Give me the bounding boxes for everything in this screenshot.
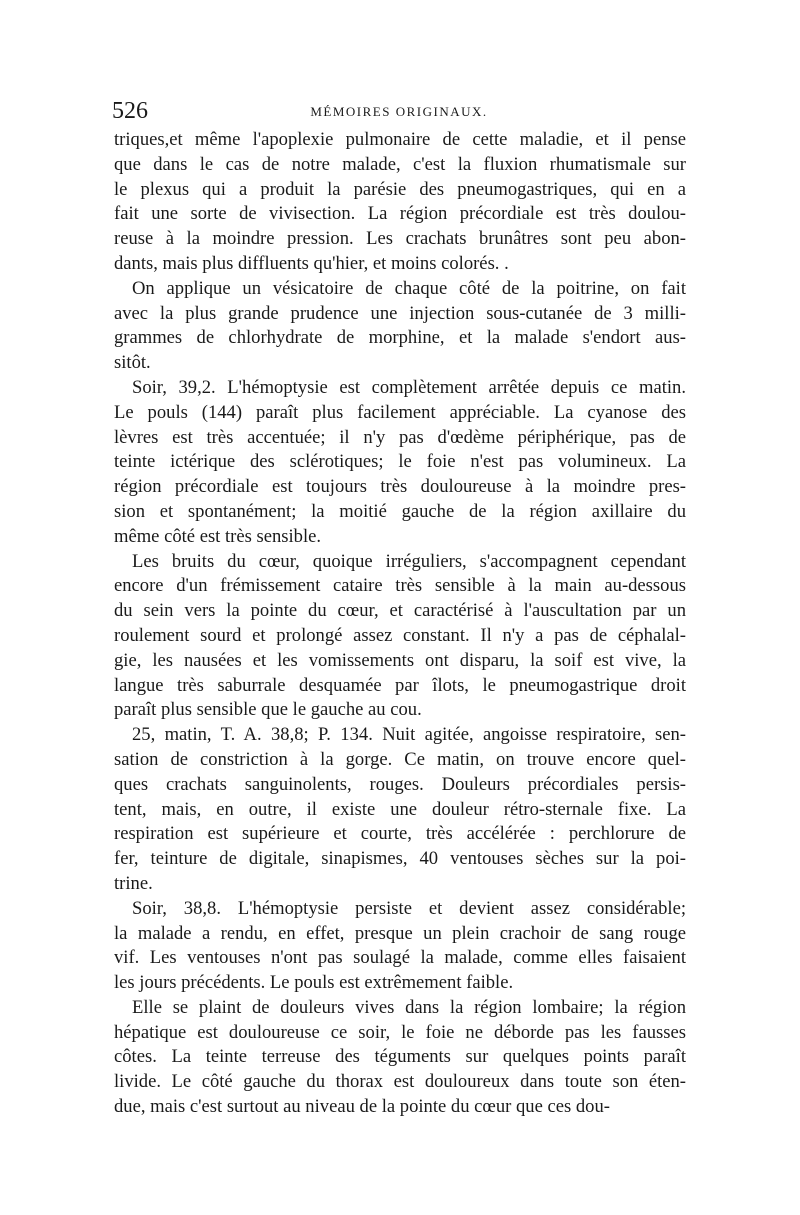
running-head: MÉMOIRES ORIGINAUX. bbox=[310, 104, 488, 119]
text-line: région précordiale est toujours très douloureuse à la moindre pres- bbox=[114, 476, 686, 498]
text-line: 25, matin, T. A. 38,8; P. 134. Nuit agitée, angoisse respiratoire, sen- bbox=[132, 724, 686, 746]
text-line: côtes. La teinte terreuse des téguments sur quelques points paraît bbox=[114, 1046, 686, 1068]
text-line: les jours précédents. Le pouls est extrêmement faible. bbox=[114, 972, 514, 994]
text-line: reuse à la moindre pression. Les crachats brunâtres sont peu abon- bbox=[114, 228, 686, 250]
text-line: sation de constriction à la gorge. Ce matin, on trouve encore quel- bbox=[114, 748, 686, 770]
text-line: due, mais c'est surtout au niveau de la pointe du cœur que ces dou- bbox=[114, 1096, 610, 1118]
paragraph bbox=[114, 128, 686, 277]
text-line: hépatique est douloureuse ce soir, le foie ne déborde pas les fausses bbox=[114, 1021, 686, 1043]
body-text bbox=[114, 128, 686, 1120]
text-line: Soir, 38,8. L'hémoptysie persiste et devient assez considérable; bbox=[132, 897, 686, 919]
text-line: du sein vers la pointe du cœur, et caractérisé à l'auscultation par un bbox=[114, 600, 686, 622]
text-line: fait une sorte de vivisection. La région précordiale est très doulou- bbox=[114, 203, 686, 225]
paragraph bbox=[114, 277, 686, 376]
text-line: grammes de chlorhydrate de morphine, et la malade s'endort aus- bbox=[114, 327, 686, 349]
text-line: sitôt. bbox=[114, 352, 151, 374]
text-line: respiration est supérieure et courte, très accélérée : perchlorure de bbox=[114, 823, 686, 845]
text-line: triques,et même l'apoplexie pulmonaire de cette maladie, et il pense bbox=[114, 129, 686, 150]
text-line: paraît plus sensible que le gauche au cou. bbox=[114, 699, 422, 721]
text-line: fer, teinture de digitale, sinapismes, 40 ventouses sèches sur la poi- bbox=[114, 848, 686, 870]
paragraph bbox=[114, 996, 686, 1120]
text-line: sion et spontanément; la moitié gauche de la région axillaire du bbox=[114, 500, 686, 522]
text-line: le plexus qui a produit la parésie des pneumogastriques, qui en a bbox=[114, 178, 686, 200]
text-line: ques crachats sanguinolents, rouges. Douleurs précordiales persis- bbox=[114, 773, 686, 795]
text-line: roulement sourd et prolongé assez constant. Il n'y a pas de céphalal- bbox=[114, 624, 686, 646]
text-line: tent, mais, en outre, il existe une douleur rétro-sternale fixe. La bbox=[114, 798, 686, 820]
paragraph bbox=[114, 376, 686, 550]
text-line: avec la plus grande prudence une injection sous-cutanée de 3 milli- bbox=[114, 302, 686, 324]
text-line: la malade a rendu, en effet, presque un plein crachoir de sang rouge bbox=[114, 922, 686, 944]
text-line: Les bruits du cœur, quoique irréguliers, s'accompagnent cependant bbox=[132, 550, 686, 572]
text-line: lèvres est très accentuée; il n'y pas d'œdème périphérique, pas de bbox=[114, 426, 686, 448]
paragraph bbox=[114, 550, 686, 724]
text-line: Le pouls (144) paraît plus facilement appréciable. La cyanose des bbox=[114, 401, 686, 423]
text-line: vif. Les ventouses n'ont pas soulagé la malade, comme elles faisaient bbox=[114, 947, 686, 969]
paragraph bbox=[114, 897, 686, 996]
page-number: 526 bbox=[112, 98, 148, 124]
text-line: On applique un vésicatoire de chaque côté de la poitrine, on fait bbox=[132, 277, 686, 299]
text-line: que dans le cas de notre malade, c'est la fluxion rhumatismale sur bbox=[114, 153, 686, 175]
text-line: encore d'un frémissement cataire très sensible à la main au-dessous bbox=[114, 575, 686, 597]
paragraph bbox=[114, 723, 686, 897]
text-line: teinte ictérique des sclérotiques; le foie n'est pas volumineux. La bbox=[114, 451, 686, 473]
page-header bbox=[112, 96, 686, 130]
text-line: gie, les nausées et les vomissements ont disparu, la soif est vive, la bbox=[114, 649, 686, 671]
text-line: langue très saburrale desquamée par îlots, le pneumogastrique droit bbox=[114, 674, 686, 696]
text-line: même côté est très sensible. bbox=[114, 525, 322, 547]
text-line: dants, mais plus diffluents qu'hier, et moins colorés. . bbox=[114, 252, 509, 274]
text-line: Soir, 39,2. L'hémoptysie est complètement arrêtée depuis ce matin. bbox=[132, 376, 686, 398]
text-line: Elle se plaint de douleurs vives dans la région lombaire; la région bbox=[132, 996, 686, 1018]
text-line: trine. bbox=[114, 872, 153, 894]
text-line: livide. Le côté gauche du thorax est douloureux dans toute son éten- bbox=[114, 1071, 686, 1093]
